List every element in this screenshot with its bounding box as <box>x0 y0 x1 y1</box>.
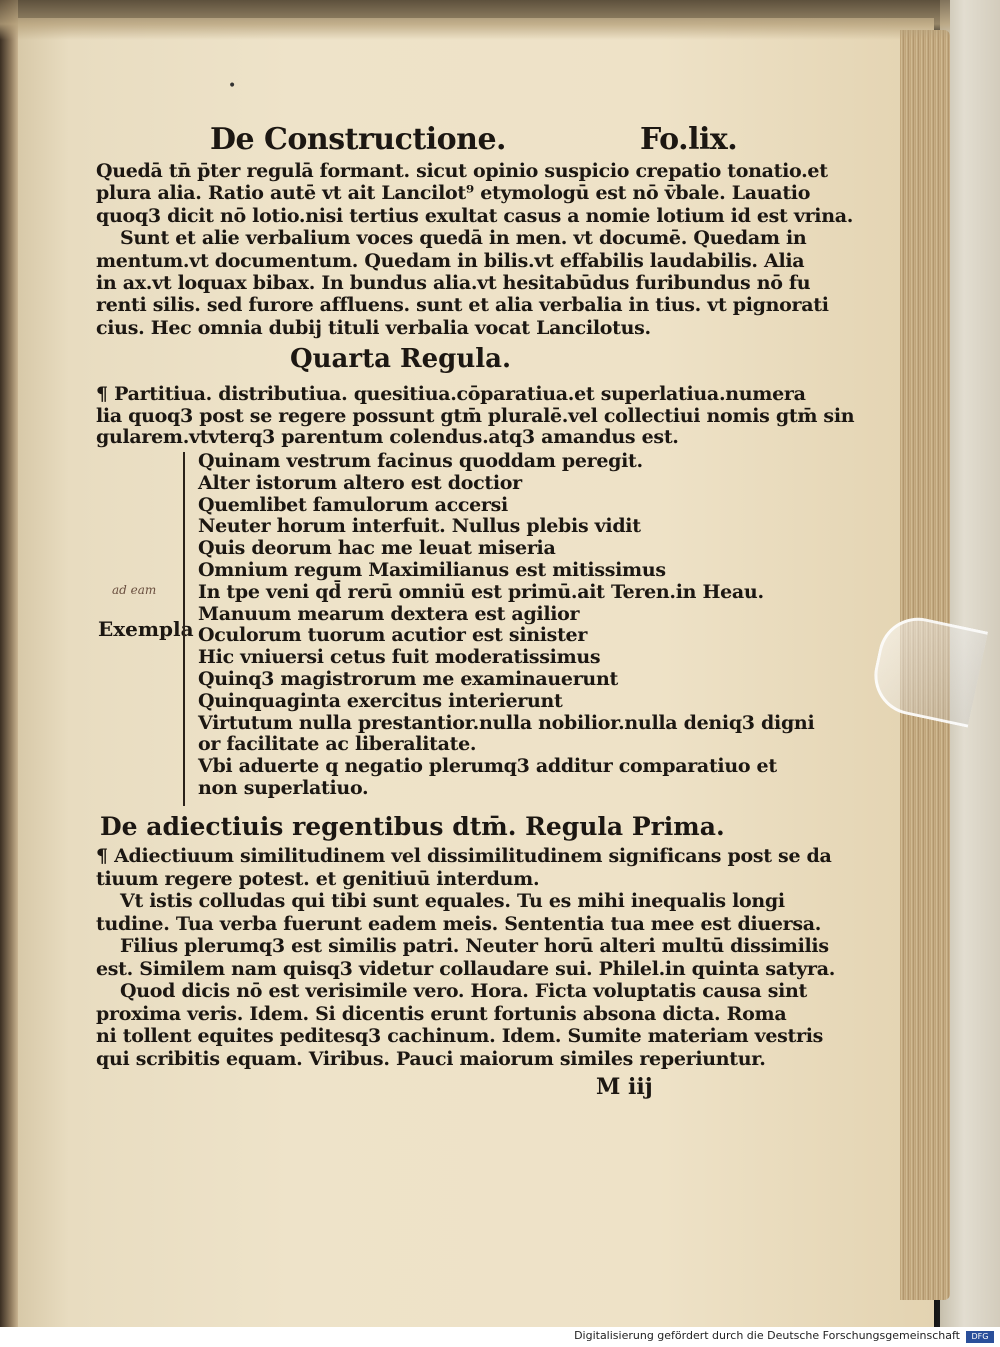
p1-line: mentum.vt documentum. Quedam in bilis.vt effabilis laudabilis. Alia <box>96 249 805 272</box>
ink-mark: • <box>228 78 237 94</box>
p3-line: tiuum regere potest. et genitiuū interdum. <box>96 867 540 890</box>
p1-line: Quedā tn̄ p̄ter regulā formant. sicut opinio suspicio crepatio tonatio.et <box>96 160 828 182</box>
folio-number: Fo.lix. <box>640 122 738 157</box>
p3-line: ni tollent equites peditesq3 cachinum. Idem. Sumite materiam vestris <box>96 1025 824 1047</box>
ex-line: non superlatiuo. <box>198 777 369 799</box>
p1-line: cius. Hec omnia dubij tituli verbalia vocat Lancilotus. <box>96 316 651 339</box>
p3-line: Quod dicis nō est verisimile vero. Hora. Ficta voluptatis causa sint <box>120 980 808 1002</box>
p3-line: Vt istis colludas qui tibi sunt equales. Tu es mihi inequalis longi <box>120 890 785 912</box>
ex-line: Omnium regum Maximilianus est mitissimus <box>198 559 666 581</box>
p3-line: tudine. Tua verba fuerunt eadem meis. Sententia tua mee est diuersa. <box>96 912 822 935</box>
ex-line: Quinq3 magistrorum me examinauerunt <box>198 668 618 690</box>
book-gutter <box>0 0 18 1327</box>
heading-quarta-regula: Quarta Regula. <box>290 344 512 374</box>
ex-line: Quinam vestrum facinus quoddam peregit. <box>198 450 643 472</box>
footer-credit: Digitalisierung gefördert durch die Deutsche Forschungsgemeinschaft <box>574 1329 960 1342</box>
dfg-logo: DFG <box>966 1331 994 1343</box>
p3-line: Filius plerumq3 est similis patri. Neuter horū alteri multū dissimilis <box>120 935 829 957</box>
footer-bar <box>0 1327 1000 1347</box>
signature-mark: M iij <box>596 1074 653 1100</box>
ex-line: Neuter horum interfuit. Nullus plebis vidit <box>198 515 641 538</box>
heading-regula-prima: De adiectiuis regentibus dtm̄. Regula Prima. <box>100 812 725 841</box>
p2-line: ¶ Partitiua. distributiua. quesitiua.cōparatiua.et superlatiua.numera <box>96 383 806 405</box>
ex-line: Virtutum nulla prestantior.nulla nobilior.nulla deniq3 digni <box>198 711 815 734</box>
p3-line: qui scribitis equam. Viribus. Pauci maiorum similes reperiuntur. <box>96 1047 766 1070</box>
book-top-edge <box>0 0 950 40</box>
ex-line: Hic vniuersi cetus fuit moderatissimus <box>198 646 601 669</box>
ex-line: In tpe veni qd̄ rerū omniū est primū.ait Teren.in Heau. <box>198 580 764 603</box>
p1-line: plura alia. Ratio autē vt ait Lancilot⁹ etymologū est nō v̄bale. Lauatio <box>96 182 811 205</box>
ex-line: Quis deorum hac me leuat miseria <box>198 537 556 560</box>
p1-line: renti silis. sed furore affluens. sunt et alia verbalia in tius. vt pignorati <box>96 294 829 317</box>
exempla-bracket <box>183 452 193 806</box>
ex-line: Vbi aduerte q negatio plerumq3 additur comparatiuo et <box>198 755 777 778</box>
p1-line: quoq3 dicit nō lotio.nisi tertius exultat casus a nomie lotium id est vrina. <box>96 204 854 227</box>
p3-line: ¶ Adiectiuum similitudinem vel dissimilitudinem significans post se da <box>96 845 832 867</box>
ex-line: Manuum mearum dextera est agilior <box>198 602 580 625</box>
p3-line: est. Similem nam quisq3 videtur collaudare sui. Philel.in quinta satyra. <box>96 957 836 980</box>
p2-line: gularem.vtvterq3 parentum colendus.atq3 amandus est. <box>96 426 679 448</box>
ex-line: Oculorum tuorum acutior est sinister <box>198 624 588 647</box>
ex-line: Quemlibet famulorum accersi <box>198 493 508 516</box>
ex-line: Quinquaginta exercitus interierunt <box>198 689 563 712</box>
p2-line: lia quoq3 post se regere possunt gtm̄ pluralē.vel collectiui nomis gtm̄ sin <box>96 404 855 427</box>
p1-line: Sunt et alie verbalium voces quedā in men. vt documē. Quedam in <box>120 227 807 250</box>
ex-line: or facilitate ac liberalitate. <box>198 733 477 756</box>
p1-line: in ax.vt loquax bibax. In bundus alia.vt hesitabūdus furibundus nō fu <box>96 272 811 294</box>
margin-annotation: ad eam <box>112 583 157 597</box>
ex-line: Alter istorum altero est doctior <box>198 471 522 494</box>
running-head: De Constructione. <box>210 122 506 157</box>
exempla-label: Exempla <box>98 617 194 641</box>
p3-line: proxima veris. Idem. Si dicentis erunt fortunis absona dicta. Roma <box>96 1002 787 1025</box>
